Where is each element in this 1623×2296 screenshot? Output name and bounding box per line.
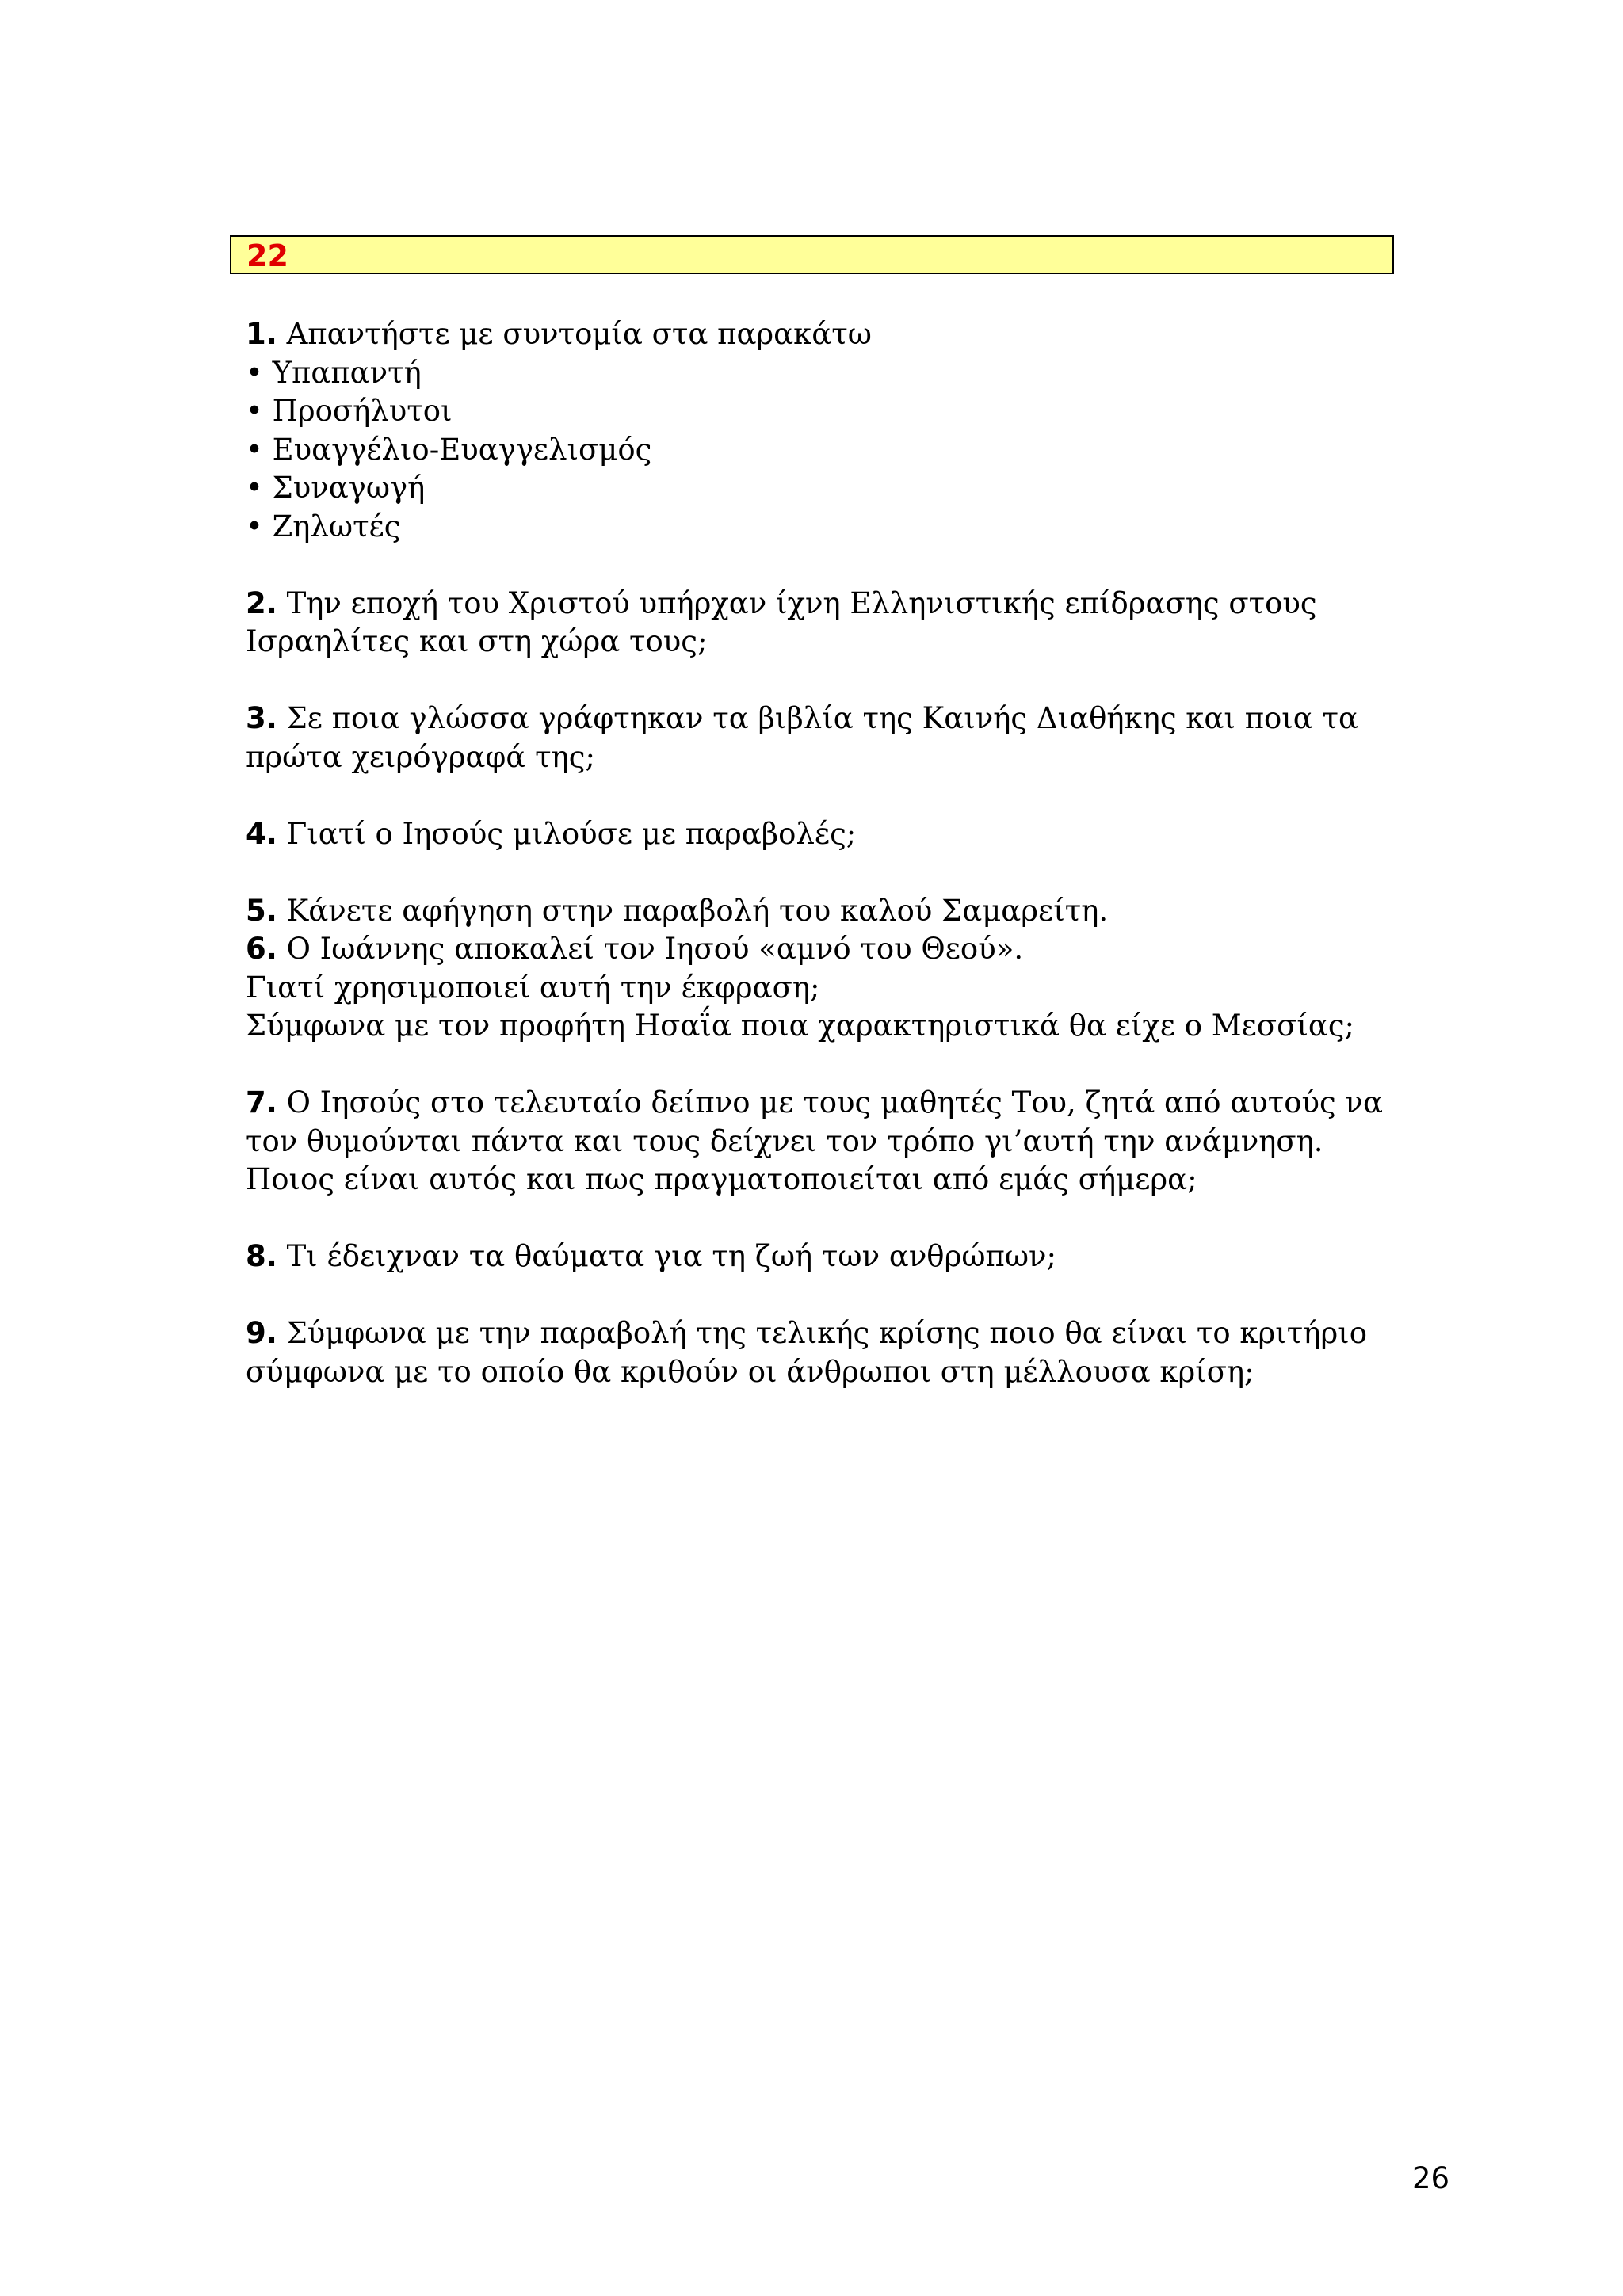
question-number: 3. [246, 701, 277, 735]
bullet-item [246, 508, 1434, 547]
question-line [246, 700, 1434, 738]
question-line: Γιατί χρησιμοποιεί αυτή την έκφραση; [246, 970, 820, 1005]
spacer [246, 662, 1434, 700]
bullet-text: Ζηλωτές [272, 509, 401, 543]
question-text: Ο Ιησούς στο τελευταίο δείπνο με τους μαθητές Του, ζητά από αυτούς να [286, 1085, 1383, 1119]
question-line [246, 930, 1434, 969]
question-line [246, 892, 1434, 931]
bullet-item [246, 392, 1434, 431]
bullet-text: Υπαπαντή [272, 355, 422, 390]
question-number: 9. [246, 1316, 277, 1350]
bullet-icon: • [246, 509, 263, 543]
bullet-icon: • [246, 355, 263, 390]
spacer [246, 1276, 1434, 1315]
question-1 [246, 315, 1434, 546]
question-2 [246, 585, 1434, 662]
bullet-item [246, 431, 1434, 470]
question-line: Σύμφωνα με τον προφήτη Ησαΐα ποια χαρακτηριστικά θα είχε ο Μεσσίας; [246, 1009, 1355, 1043]
bullet-icon: • [246, 394, 263, 428]
spacer [246, 1046, 1434, 1085]
question-line [246, 1238, 1434, 1276]
question-number: 2. [246, 585, 277, 620]
bullet-text: Συναγωγή [272, 471, 426, 505]
question-9 [246, 1314, 1434, 1391]
bullet-list [246, 354, 1434, 547]
spacer [246, 546, 1434, 585]
question-line: πρώτα χειρόγραφά της; [246, 739, 595, 774]
question-line: Ποιος είναι αυτός και πως πραγματοποιείται από εμάς σήμερα; [246, 1162, 1197, 1196]
question-line [246, 1314, 1434, 1353]
question-text: Τι έδειχναν τα θαύματα για τη ζωή των ανθρώπων; [286, 1239, 1056, 1273]
page-number: 26 [1412, 2161, 1450, 2195]
bullet-icon: • [246, 432, 263, 467]
bullet-item [246, 469, 1434, 508]
spacer [246, 1199, 1434, 1238]
questions-list [246, 315, 1434, 1391]
bullet-icon: • [246, 471, 263, 505]
section-header-box [230, 235, 1394, 274]
bullet-text: Προσήλυτοι [272, 394, 453, 428]
question-number: 7. [246, 1085, 277, 1119]
question-line: Ισραηλίτες και στη χώρα τους; [246, 624, 708, 658]
question-4 [246, 815, 1434, 854]
question-number: 6. [246, 932, 277, 966]
question-line [246, 315, 1434, 354]
question-text: Την εποχή του Χριστού υπήρχαν ίχνη Ελληνιστικής επίδρασης στους [286, 585, 1317, 620]
question-3 [246, 700, 1434, 776]
question-text: Κάνετε αφήγηση στην παραβολή του καλού Σαμαρείτη. [286, 893, 1109, 928]
question-text: Ο Ιωάννης αποκαλεί τον Ιησού «αμνό του Θεού». [286, 932, 1024, 966]
question-number: 1. [246, 317, 277, 351]
question-line: τον θυμούνται πάντα και τους δείχνει τον τρόπο γι’αυτή την ανάμνηση. [246, 1123, 1323, 1158]
question-text: Απαντήστε με συντομία στα παρακάτω [286, 317, 872, 351]
bullet-text: Ευαγγέλιο-Ευαγγελισμός [272, 432, 652, 467]
question-text: Σύμφωνα με την παραβολή της τελικής κρίσης ποιο θα είναι το κριτήριο [286, 1316, 1367, 1350]
question-5 [246, 892, 1434, 931]
question-line [246, 585, 1434, 624]
question-number: 8. [246, 1239, 277, 1273]
section-number: 22 [246, 238, 288, 273]
question-6 [246, 930, 1434, 1046]
spacer [246, 853, 1434, 892]
question-7 [246, 1084, 1434, 1199]
spacer [246, 776, 1434, 815]
question-8 [246, 1238, 1434, 1276]
question-line [246, 815, 1434, 854]
question-number: 4. [246, 816, 277, 851]
question-number: 5. [246, 893, 277, 928]
question-text: Σε ποια γλώσσα γράφτηκαν τα βιβλία της Καινής Διαθήκης και ποια τα [286, 701, 1358, 735]
question-text: Γιατί ο Ιησούς μιλούσε με παραβολές; [286, 816, 857, 851]
bullet-item [246, 354, 1434, 393]
question-line: σύμφωνα με το οποίο θα κριθούν οι άνθρωποι στη μέλλουσα κρίση; [246, 1354, 1254, 1389]
question-line [246, 1084, 1434, 1123]
